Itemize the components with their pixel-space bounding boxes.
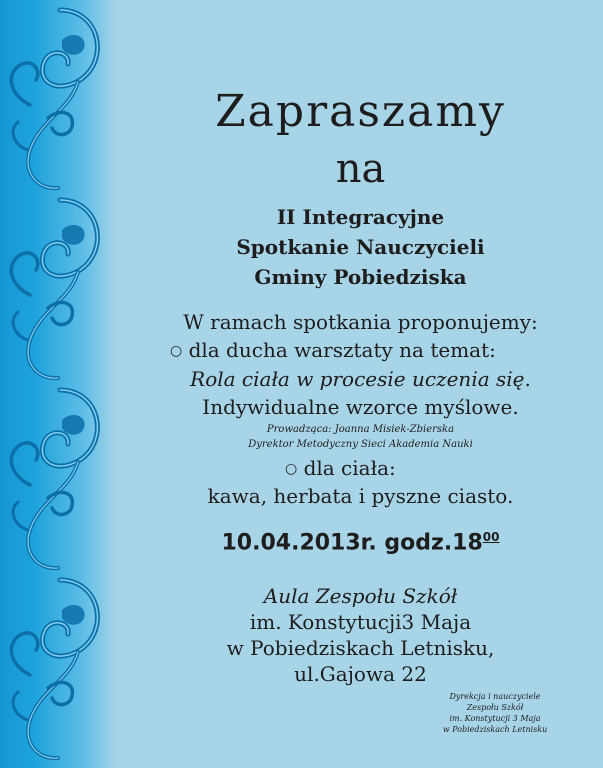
body-item-detail: kawa, herbata i pyszne ciasto. bbox=[207, 484, 514, 508]
date-time-label: 10.04.2013r. godz.18 bbox=[221, 530, 483, 556]
body-item-label: dla ciała: bbox=[303, 456, 396, 480]
signature-line4: w Pobiedziskach Letnisku bbox=[442, 725, 548, 734]
bullet-icon: ○ bbox=[285, 461, 298, 477]
ornament-strip bbox=[0, 0, 118, 768]
topic-line2: Indywidualne wzorce myślowe. bbox=[202, 395, 519, 419]
signature-line3: im. Konstytucji 3 Maja bbox=[449, 714, 541, 723]
heading-line1: Zapraszamy bbox=[215, 86, 506, 137]
event-line1: II Integracyjne bbox=[276, 205, 445, 229]
event-line2: Spotkanie Nauczycieli bbox=[236, 235, 485, 259]
swirl-ornament-icon bbox=[0, 0, 118, 768]
signature-line2: Zespołu Szkół bbox=[466, 703, 524, 712]
venue-line4: ul.Gajowa 22 bbox=[294, 662, 427, 686]
heading-line2: na bbox=[335, 146, 386, 192]
venue-line2: im. Konstytucji3 Maja bbox=[249, 610, 472, 634]
host-line2: Dyrektor Metodyczny Sieci Akademia Nauki bbox=[248, 439, 473, 450]
host-line1: Prowadząca: Joanna Misiek-Zbierska bbox=[266, 424, 455, 435]
venue-line3: w Pobiedziskach Letnisku, bbox=[226, 636, 495, 660]
event-datetime bbox=[118, 530, 603, 555]
signature-line1: Dyrekcja i nauczyciele bbox=[449, 692, 541, 701]
time-minutes: 00 bbox=[482, 530, 500, 544]
spirit-list-item bbox=[170, 338, 550, 362]
body-list-item bbox=[285, 456, 485, 480]
venue-line1: Aula Zespołu Szkół bbox=[263, 584, 458, 608]
topic-line1: Rola ciała w procesie uczenia się. bbox=[190, 367, 531, 391]
spirit-item-label: dla ducha warsztaty na temat: bbox=[188, 338, 496, 362]
event-line3: Gminy Pobiedziska bbox=[254, 265, 467, 289]
program-intro: W ramach spotkania proponujemy: bbox=[183, 310, 538, 334]
bullet-icon: ○ bbox=[170, 343, 183, 359]
